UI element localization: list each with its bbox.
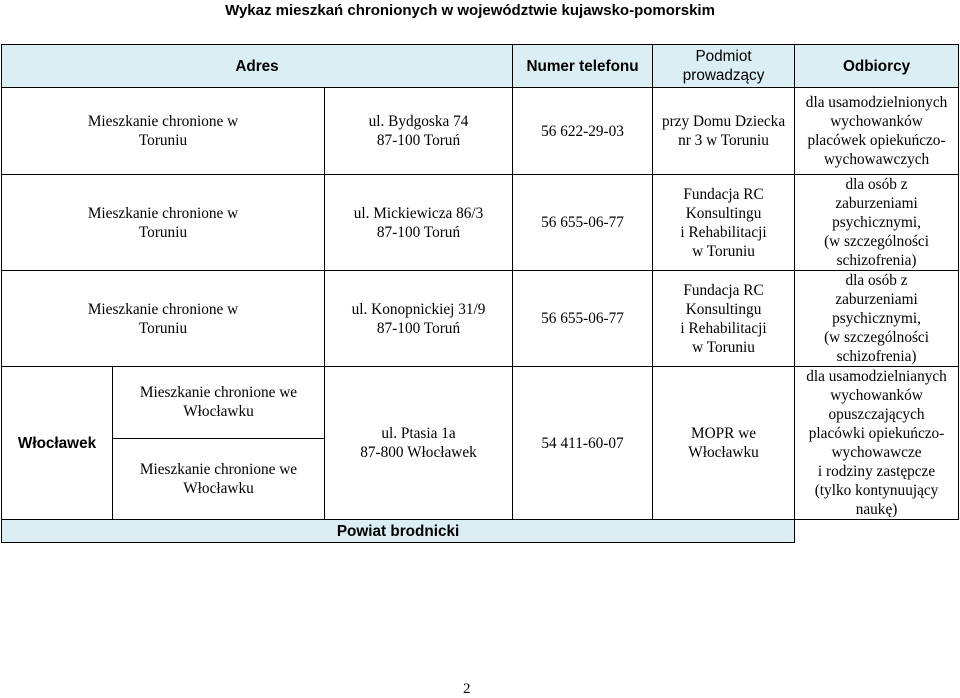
row-recipients: naukę) [855, 501, 898, 518]
row-recipients: dla usamodzielnionych [805, 94, 948, 111]
row-recipients: dla osób z [845, 272, 908, 289]
row-recipients: (w szczególności [824, 233, 929, 250]
row-recipients: (tylko kontynuujący [814, 482, 939, 499]
row-address: 87-100 Toruń [376, 223, 461, 241]
row-recipients: (w szczególności [824, 329, 929, 346]
header-podmiot [653, 45, 795, 88]
row-operator-cell [653, 367, 795, 520]
row-address: ul. Bydgoska 74 [368, 113, 469, 130]
row-operator: przy Domu Dziecka [661, 113, 786, 130]
row-operator: MOPR we [691, 425, 757, 442]
row-name-cell [2, 88, 325, 175]
row-address: 87-100 Toruń [376, 319, 461, 337]
row-address-cell [325, 271, 513, 367]
shelter-table [1, 44, 959, 543]
section-row [2, 520, 959, 543]
row-name-cell [113, 438, 325, 519]
row-operator-cell [653, 88, 795, 175]
row-recipients-cell [795, 367, 959, 520]
row-address-cell [325, 175, 513, 271]
row-address: ul. Konopnickiej 31/9 [351, 300, 486, 318]
header-row [2, 45, 959, 88]
header-podmiot-line: prowadzący [682, 67, 765, 84]
row-address: 87-800 Włocławek [360, 444, 477, 461]
row-phone: 56 655-06-77 [513, 271, 653, 367]
row-name-cell [2, 271, 325, 367]
header-telefon: Numer telefonu [513, 45, 653, 88]
row-address: ul. Ptasia 1a [381, 425, 456, 442]
row-name: Toruniu [138, 132, 188, 149]
row-operator: Konsultingu [685, 300, 762, 318]
row-recipients: dla osób z [845, 176, 908, 193]
row-recipients: wychowanków [830, 387, 923, 404]
row-recipients: placówek opiekuńczo- [807, 132, 946, 149]
row-name: Mieszkanie chronione w [87, 300, 239, 318]
row-name: Mieszkanie chronione w [87, 204, 239, 222]
empty-cell [795, 520, 959, 543]
row-recipients: wychowawcze [831, 444, 922, 461]
table-row [2, 367, 959, 439]
row-recipients: psychicznymi, [832, 214, 921, 231]
row-recipients: wychowawczych [823, 151, 930, 168]
row-phone: 56 622-29-03 [513, 88, 653, 175]
city-cell: Włocławek [2, 367, 113, 520]
row-operator: Włocławku [688, 444, 759, 461]
header-odbiorcy: Odbiorcy [795, 45, 959, 88]
row-name: Włocławku [183, 403, 254, 421]
row-recipients: schizofrenia) [836, 348, 917, 365]
row-phone: 56 655-06-77 [513, 175, 653, 271]
row-recipients-cell [795, 88, 959, 175]
header-podmiot-line: Podmiot [695, 48, 752, 65]
row-address: ul. Mickiewicza 86/3 [353, 204, 484, 222]
section-heading: Powiat brodnicki [2, 520, 795, 543]
row-address-cell [325, 88, 513, 175]
row-recipients-cell [795, 175, 959, 271]
table-row [2, 88, 959, 175]
document-title: Wykaz mieszkań chronionych w województwie kujawsko-pomorskim [225, 2, 715, 19]
table-row [2, 175, 959, 271]
row-name: Toruniu [138, 319, 188, 337]
row-recipients: zaburzeniami [835, 195, 918, 212]
row-name-cell [113, 367, 325, 439]
row-name: Włocławku [183, 479, 254, 497]
header-adres: Adres [2, 45, 513, 88]
row-recipients: wychowanków [830, 113, 923, 130]
row-name: Mieszkanie chronione we [139, 460, 298, 478]
row-operator: Konsultingu [685, 204, 762, 222]
row-address-cell [325, 367, 513, 520]
row-operator: i Rehabilitacji [680, 319, 767, 337]
row-name: Toruniu [138, 223, 188, 241]
row-operator-cell [653, 271, 795, 367]
row-recipients: zaburzeniami [835, 291, 918, 308]
row-operator: w Toruniu [692, 338, 755, 356]
row-recipients: i rodziny zastępcze [817, 463, 936, 480]
row-operator-cell [653, 175, 795, 271]
row-phone: 54 411-60-07 [513, 367, 653, 520]
row-recipients: schizofrenia) [836, 252, 917, 269]
row-operator: w Toruniu [692, 242, 755, 260]
table-row [2, 271, 959, 367]
row-operator: Fundacja RC [683, 185, 764, 203]
row-recipients: psychicznymi, [832, 310, 921, 327]
row-recipients: opuszczających [828, 406, 925, 423]
row-operator: Fundacja RC [683, 281, 764, 299]
row-operator: i Rehabilitacji [680, 223, 767, 241]
row-name: Mieszkanie chronione we [139, 384, 298, 402]
row-address: 87-100 Toruń [376, 132, 461, 149]
row-name-cell [2, 175, 325, 271]
row-operator: nr 3 w Toruniu [678, 132, 769, 149]
page-number: 2 [463, 681, 471, 697]
row-name: Mieszkanie chronione w [87, 113, 239, 130]
row-recipients: dla usamodzielnianych [806, 368, 947, 385]
row-recipients-cell [795, 271, 959, 367]
row-recipients: placówki opiekuńczo- [808, 425, 945, 442]
